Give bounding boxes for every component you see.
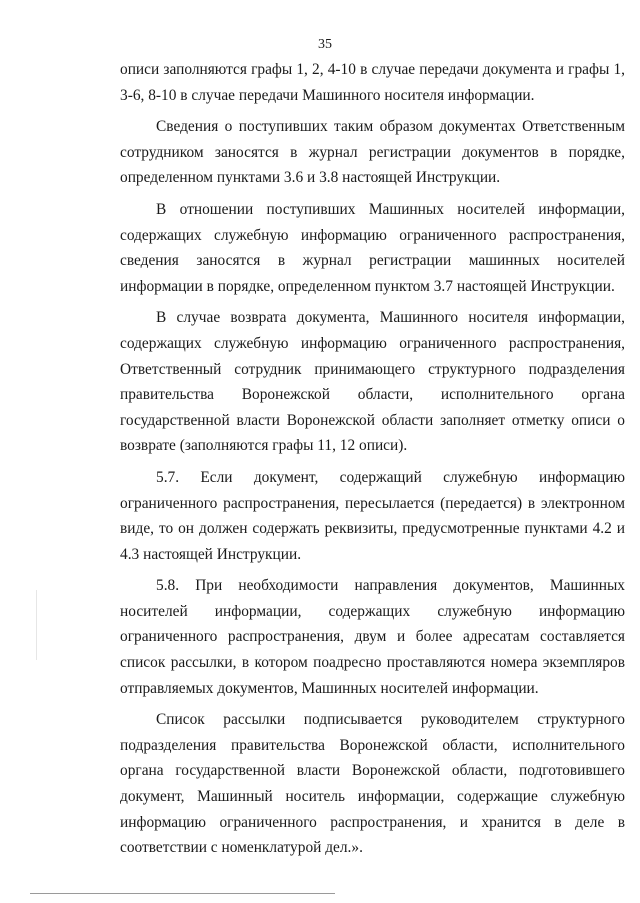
bottom-rule	[30, 893, 335, 894]
paragraph-machine-media: В отношении поступивших Машинных носителей информации, содержащих служебную информацию ограниченного распространения, сведения заносятся в журнал регистрации машинных носителей информации в порядке, определенном пунктом 3.7 настоящей Инструкции.	[120, 200, 625, 295]
scan-margin-mark	[36, 590, 37, 660]
paragraph-continuation: описи заполняются графы 1, 2, 4-10 в случае передачи документа и графы 1, 3-6, 8-10 в случае передачи Машинного носителя информации.	[120, 61, 625, 104]
paragraph-5-8: 5.8. При необходимости направления документов, Машинных носителей информации, содержащих служебную информацию ограниченного распространения, двум и более адресатам составляется список рассылки, в котором поадресно проставляются номера экземпляров отправляемых документов, Машинных носителей информации.	[120, 577, 625, 697]
page-number: 35	[318, 37, 332, 52]
paragraph-5-7: 5.7. Если документ, содержащий служебную информацию ограниченного распространения, пересылается (передается) в электронном виде, то он должен содержать реквизиты, предусмотренные пунктами 4.2 и 4.3 настоящей Инструкции.	[120, 468, 625, 563]
document-body	[120, 57, 625, 861]
paragraph-registration-info: Сведения о поступивших таким образом документах Ответственным сотрудником заносятся в журнал регистрации документов в порядке, определенном пунктами 3.6 и 3.8 настоящей Инструкции.	[120, 118, 625, 187]
paragraph-return: В случае возврата документа, Машинного носителя информации, содержащих служебную информацию ограниченного распространения, Ответственный сотрудник принимающего структурного подразделения правительства Воронежской области, исполнительного органа государственной власти Воронежской области заполняет отметку описи о возврате (заполняются графы 11, 12 описи).	[120, 309, 625, 455]
paragraph-distribution-list: Список рассылки подписывается руководителем структурного подразделения правительства Воронежской области, исполнительного органа государственной власти Воронежской области, подготовившего документ, Машинный носитель информации, содержащие служебную информацию ограниченного распространения, и хранится в деле в соответствии с номенклатурой дел.».	[120, 711, 625, 857]
